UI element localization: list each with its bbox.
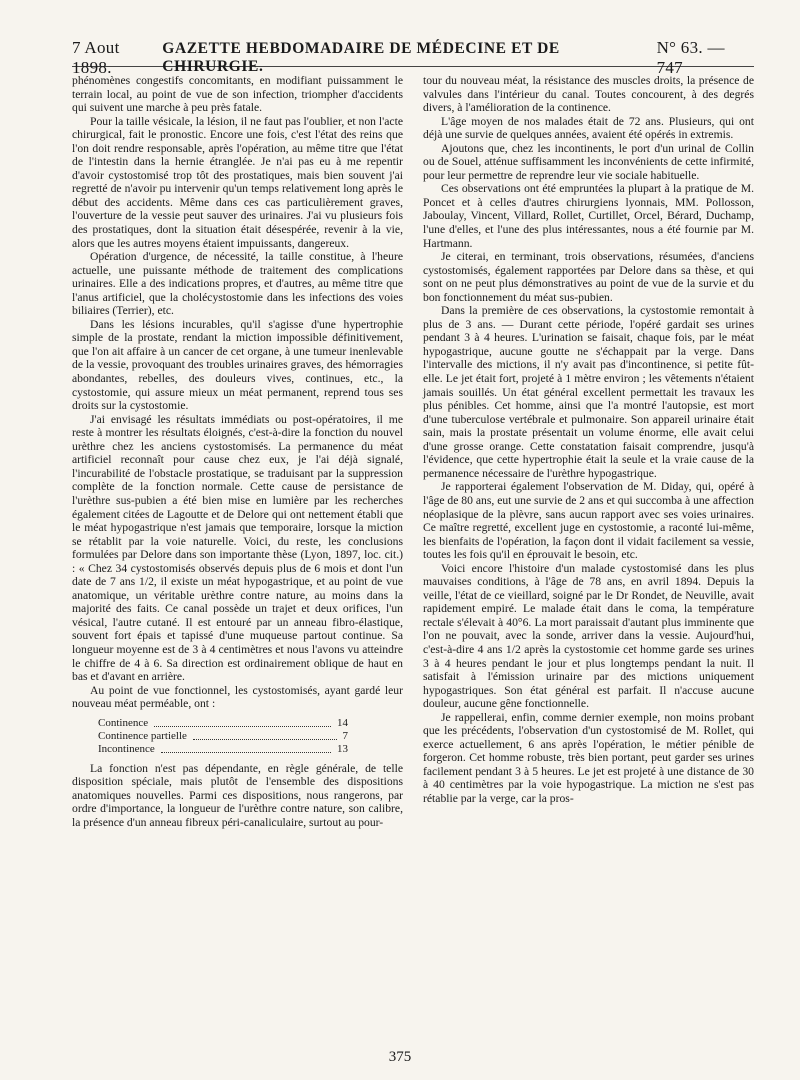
- leader-dots: [193, 730, 337, 740]
- paragraph: Dans les lésions incurables, qu'il s'agisse d'une hypertrophie simple de la prostate, rendant la miction impossible définitivement, que l'on ait affaire à un cancer de cet organe, à une tumeur inenlevable de la vessie, provoquant des troubles urinaires graves, des hémorragies abondantes, rebelles, des douleurs vives, continues, etc., la cystostomie, qui assure mieux un méat permanent, reprend tous ses droits sur la cystostomie.: [72, 317, 403, 413]
- journal-title: GAZETTE HEBDOMADAIRE DE MÉDECINE ET DE CHIRURGIE.: [162, 40, 560, 75]
- paragraph: Je rapporterai également l'observation de M. Diday, qui, opéré à l'âge de 80 ans, eut une survie de 2 ans et qui succomba à une affection néoplasique de la plèvre, sans aucun rapport avec ses voies urinaires. Ce maître regretté, excellent juge en cystostomie, a raconté lui-même, les bienfaits de l'opération, la façon dont il vidait facilement sa vessie, toutes les fois qu'il en éprouvait le besoin, etc.: [423, 480, 754, 562]
- tally-value: 13: [337, 742, 348, 755]
- tally-label: Incontinence: [98, 742, 155, 755]
- paragraph: La fonction n'est pas dépendante, en règle générale, de telle disposition spéciale, mais plutôt de l'ensemble des dispositions anatomiques nouvelles. Parmi ces dispositions, nous rangerons, par ordre d'importance, la longueur de l'urèthre contre nature, son calibre, la présence d'un anneau fibreux péri-canaliculaire, surtout au pour-: [72, 761, 403, 829]
- paragraph: Pour la taille vésicale, la lésion, il ne faut pas l'oublier, et non l'acte chirurgical, fait le pronostic. Encore une fois, c'est l'état des reins que l'on doit rendre responsable, après l'opération, au même titre que l'état de l'intestin dans la hernie étranglée. Je n'ai pas eu à me repentir d'avoir cystostomisé trop tôt des prostatiques, mais bien souvent j'ai regretté de n'avoir pu intervenir qu'un temps relativement long après le début des accidents. Même dans ces cas particulièrement graves, l'ouverture de la vessie peut sauver des urinaires. J'ai vu plusieurs fois des prostatiques, dont la situation était désespérée, revenir à la vie, alors que les autres moyens étaient impuissants, dangereux.: [72, 114, 403, 250]
- tally-value: 7: [342, 729, 348, 742]
- paragraph: J'ai envisagé les résultats immédiats ou post-opératoires, il me reste à montrer les résultats éloignés, c'est-à-dire la fonction du nouvel urèthre chez les anciens cystostomisés. La permanence du méat artificiel reconnaît pour cause chez eux, je l'ai déjà signalé, l'incurabilité de l'obstacle prostatique, se traduisant par la suppression complète de la fonction normale. Cette cause de persistance de l'urèthre sus-pubien a été bien mise en lumière par les recherches également citées de Lagoutte et de Delore qui ont nettement établi que le méat hypogastrique n'est jamais que temporaire, lorsque la miction se rétablit par la voie naturelle. Voici, du reste, les conclusions formulées par Delore dans son importante thèse (Lyon, 1897, loc. cit.) : « Chez 34 cystostomisés observés depuis plus de 6 mois et dont l'un date de 7 ans 1/2, il existe un méat hypogastrique, et au point de vue anatomique, un véritable urèthre contre nature, au moins dans la majorité des faits. Ce canal possède un trajet et deux orifices, l'un vésical, l'autre cutané. Il est entouré par un anneau fibro-élastique, souvent fort épais et tapissé d'une muqueuse partout continue. Sa longueur moyenne est de 3 à 4 centimètres et nous l'avons vu atteindre le chiffre de 4 à 6. Sa direction est ordinairement oblique de haut en bas et d'avant en arrière.: [72, 412, 403, 684]
- paragraph: Je citerai, en terminant, trois observations, résumées, d'anciens cystostomisés, également rapportées par Delore dans sa thèse, et qui sont on ne peut plus démonstratives au point de vue de la survie et du bon fonctionnement du méat sus-pubien.: [423, 250, 754, 304]
- tally-label: Continence partielle: [98, 729, 187, 742]
- tally-label: Continence: [98, 716, 149, 729]
- right-column: [423, 74, 754, 1028]
- function-tally: [98, 717, 403, 756]
- left-column: [72, 74, 403, 1028]
- tally-row: [98, 717, 348, 730]
- paragraph: Au point de vue fonctionnel, les cystostomisés, ayant gardé leur nouveau méat perméable, ont :: [72, 683, 403, 711]
- paragraph: tour du nouveau méat, la résistance des muscles droits, la présence de valvules dans l'intérieur du canal. Toutes concourent, à des degrés divers, à l'amélioration de la continence.: [423, 74, 754, 115]
- paragraph: L'âge moyen de nos malades était de 72 ans. Plusieurs, qui ont déjà une survie de quelques années, avaient été opérés in extremis.: [423, 114, 754, 142]
- paragraph: Voici encore l'histoire d'un malade cystostomisé dans les plus mauvaises conditions, à l'âge de 78 ans, en avril 1894. Depuis la veille, l'état de ce vieillard, soigné par le Dr Rondet, de Neuville, avait rapidement empiré. Le malade était dans le coma, la température rectale s'élevait à 40°6. La mort paraissait d'autant plus imminente que l'on ne pouvait, avec la sonde, arriver dans la vessie. Aujourd'hui, c'est-à-dire 4 ans 1/2 après la cystostomie cet homme garde ses urines 3 à 4 heures pendant le jour et plus longtemps pendant la nuit. Il satisfait à l'émission urinaire par des mictions uniquement hypogastriques. Son état général est parfait. Il n'accuse aucune douleur, aucune gêne fonctionnelle.: [423, 561, 754, 711]
- paragraph: Ajoutons que, chez les incontinents, le port d'un urinal de Collin ou de Souel, atténue suffisamment les inconvénients de cette infirmité, pour leur permettre de reprendre leur vie sociale habituelle.: [423, 141, 754, 182]
- page-number: 375: [388, 1049, 412, 1065]
- paragraph: Ces observations ont été empruntées la plupart à la pratique de M. Poncet et à celles d'autres chirurgiens lyonnais, MM. Pollosson, Jaboulay, Vincent, Villard, Rollet, Curtillet, Orcel, Bérard, Duchamp, l'une d'elles, et l'une des plus intéressantes, nous a été fournie par M. Hartmann.: [423, 182, 754, 250]
- paragraph: Opération d'urgence, de nécessité, la taille constitue, à l'heure actuelle, une puissante méthode de traitement des complications urinaires. Elle a des indications propres, et d'autres, au même titre que l'anus artificiel, que la cholécystostomie dans les infections des voies biliaires (Terrier), etc.: [72, 250, 403, 318]
- issue-page: N° 63. — 747: [656, 38, 725, 77]
- tally-row: [98, 730, 348, 743]
- paragraph: Dans la première de ces observations, la cystostomie remontait à plus de 3 ans. — Durant cette période, l'opéré gardait ses urines pendant 3 à 4 heures. L'urination se faisait, chaque fois, par le méat hypogastrique, aucune goutte ne s'échappait par la verge. Dans l'intervalle des mictions, il n'y avait pas d'incontinence, si petite fût-elle. Le jet était fort, projeté à 1 mètre environ ; les vêtements n'étaient jamais souillés. Un état général excellent permettait les travaux les plus pénibles. Cet homme, ainsi que l'a montré l'autopsie, est mort d'une tuberculose vertébrale et pulmonaire. Son appareil urinaire était sain, mais la prostate présentait un volume énorme, elle avait celui d'une grosse orange. Cette constatation faisait comprendre, jusqu'à l'évidence, que cette hypertrophie était la seule et la vraie cause de la permanence nécessaire de l'urèthre hypogastrique.: [423, 304, 754, 480]
- tally-row: [98, 743, 348, 756]
- leader-dots: [161, 743, 331, 753]
- article-body: [72, 74, 754, 1028]
- paragraph: phénomènes congestifs concomitants, en modifiant puissamment le terrain local, au point de vue de son infection, triompher d'accidents qui suivent une marche à peu près fatale.: [72, 74, 403, 115]
- running-header: [72, 38, 754, 77]
- paragraph: Je rappellerai, enfin, comme dernier exemple, non moins probant que les précédents, l'observation d'un cystostomisé de M. Rollet, qui exerce actuellement, 6 ans après l'opération, le métier pénible de forgeron. Cet homme robuste, très bien portant, peut garder ses urines facilement pendant 3 à 5 heures. Le jet est projeté à une distance de 30 à 40 centimètres par la voie hypogastrique. La miction ne s'est pas rétablie par la verge, car la pros-: [423, 710, 754, 805]
- header-date: 7 Aout 1898.: [72, 38, 120, 77]
- tally-value: 14: [337, 716, 348, 729]
- leader-dots: [154, 717, 331, 727]
